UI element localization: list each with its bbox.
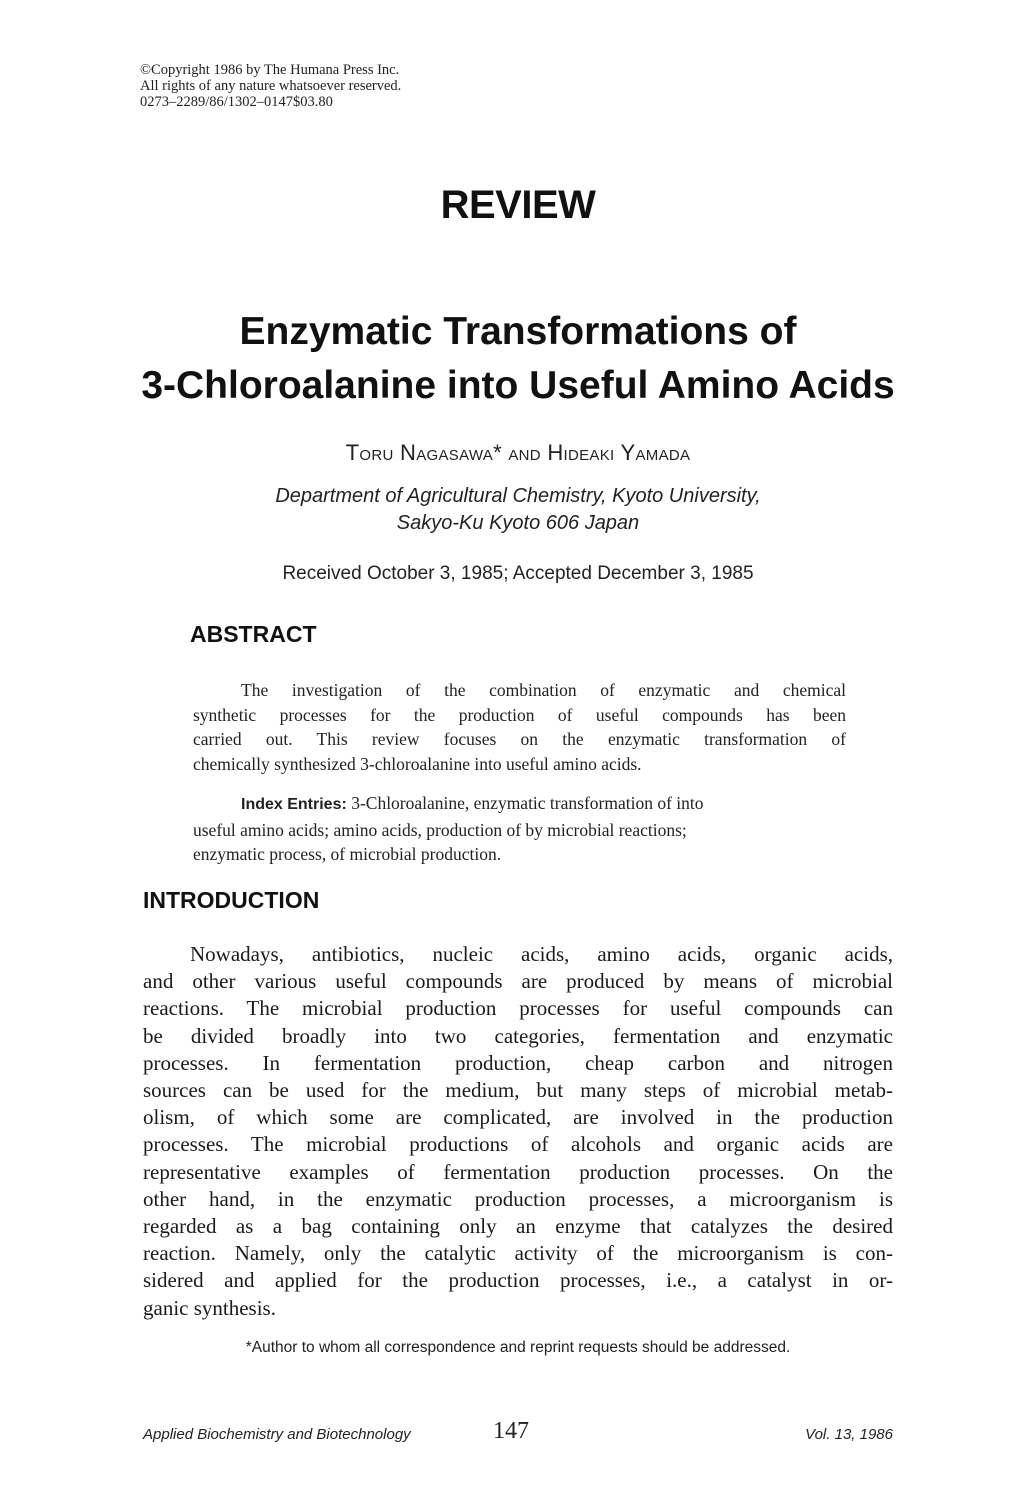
- section-label: REVIEW: [440, 183, 596, 227]
- index-entries-label: Index Entries:: [241, 796, 347, 813]
- rights-line: All rights of any nature whatsoever reserved.: [140, 78, 402, 94]
- paragraph-line: representative examples of fermentation production processes. On the: [143, 1159, 893, 1184]
- affiliation: [0, 483, 1036, 537]
- paragraph-line: processes. In fermentation production, cheap carbon and nitrogen: [143, 1050, 893, 1075]
- author-footnote: *Author to whom all correspondence and reprint requests should be addressed.: [245, 1339, 791, 1356]
- paragraph-line: reaction. Namely, only the catalytic activity of the microorganism is con-: [143, 1241, 893, 1266]
- index-line: enzymatic process, of microbial production.: [193, 844, 502, 864]
- paragraph-line: reactions. The microbial production processes for useful compounds can: [143, 996, 893, 1021]
- title-line-1: Enzymatic Transformations of: [239, 310, 797, 353]
- abstract-heading: ABSTRACT: [190, 621, 317, 647]
- copyright-line: ©Copyright 1986 by The Humana Press Inc.: [140, 62, 400, 78]
- paragraph-line: processes. The microbial productions of alcohols and organic acids are: [143, 1132, 893, 1157]
- copyright-notice: [140, 62, 401, 110]
- affiliation-line-1: Department of Agricultural Chemistry, Kyoto University,: [275, 485, 761, 507]
- paragraph-line: olism, of which some are complicated, are involved in the production: [143, 1105, 893, 1130]
- code-line: 0273–2289/86/1302–0147$03.80: [140, 94, 333, 110]
- paragraph-line: other hand, in the enzymatic production processes, a microorganism is: [143, 1186, 893, 1211]
- paragraph-line: ganic synthesis.: [143, 1295, 276, 1320]
- paper-title: [0, 305, 1036, 413]
- paragraph-line: and other various useful compounds are produced by means of microbial: [143, 969, 893, 994]
- abstract-body: [193, 678, 846, 776]
- journal-name: Applied Biochemistry and Biotechnology: [143, 1426, 411, 1443]
- paragraph-line: sources can be used for the medium, but many steps of microbial metab-: [143, 1078, 893, 1103]
- index-entries: [193, 791, 846, 867]
- title-line-2: 3-Chloroalanine into Useful Amino Acids: [141, 364, 895, 407]
- received-dates: Received October 3, 1985; Accepted December 3, 1985: [282, 563, 754, 584]
- abstract-line: synthetic processes for the production of useful compounds has been: [193, 704, 846, 725]
- affiliation-line-2: Sakyo-Ku Kyoto 606 Japan: [396, 512, 640, 534]
- index-line-text: 3-Chloroalanine, enzymatic transformation of into: [351, 793, 704, 813]
- paragraph-line: be divided broadly into two categories, fermentation and enzymatic: [143, 1023, 893, 1048]
- abstract-line: The investigation of the combination of enzymatic and chemical: [241, 680, 846, 700]
- index-line: useful amino acids; amino acids, production of by microbial reactions;: [193, 819, 687, 840]
- volume-info: Vol. 13, 1986: [805, 1426, 893, 1443]
- authors: Toru Nagasawa* and Hideaki Yamada: [345, 440, 691, 465]
- page-number: 147: [493, 1418, 529, 1444]
- paragraph-line: sidered and applied for the production processes, i.e., a catalyst in or-: [143, 1268, 893, 1293]
- abstract-line: carried out. This review focuses on the enzymatic transformation of: [193, 729, 846, 749]
- introduction-heading: INTRODUCTION: [143, 887, 320, 913]
- paragraph-line: Nowadays, antibiotics, nucleic acids, amino acids, organic acids,: [190, 942, 893, 966]
- paragraph-line: regarded as a bag containing only an enzyme that catalyzes the desired: [143, 1214, 893, 1239]
- index-line: [193, 791, 846, 818]
- abstract-line: chemically synthesized 3-chloroalanine into useful amino acids.: [193, 753, 642, 774]
- introduction-body: [143, 941, 893, 1322]
